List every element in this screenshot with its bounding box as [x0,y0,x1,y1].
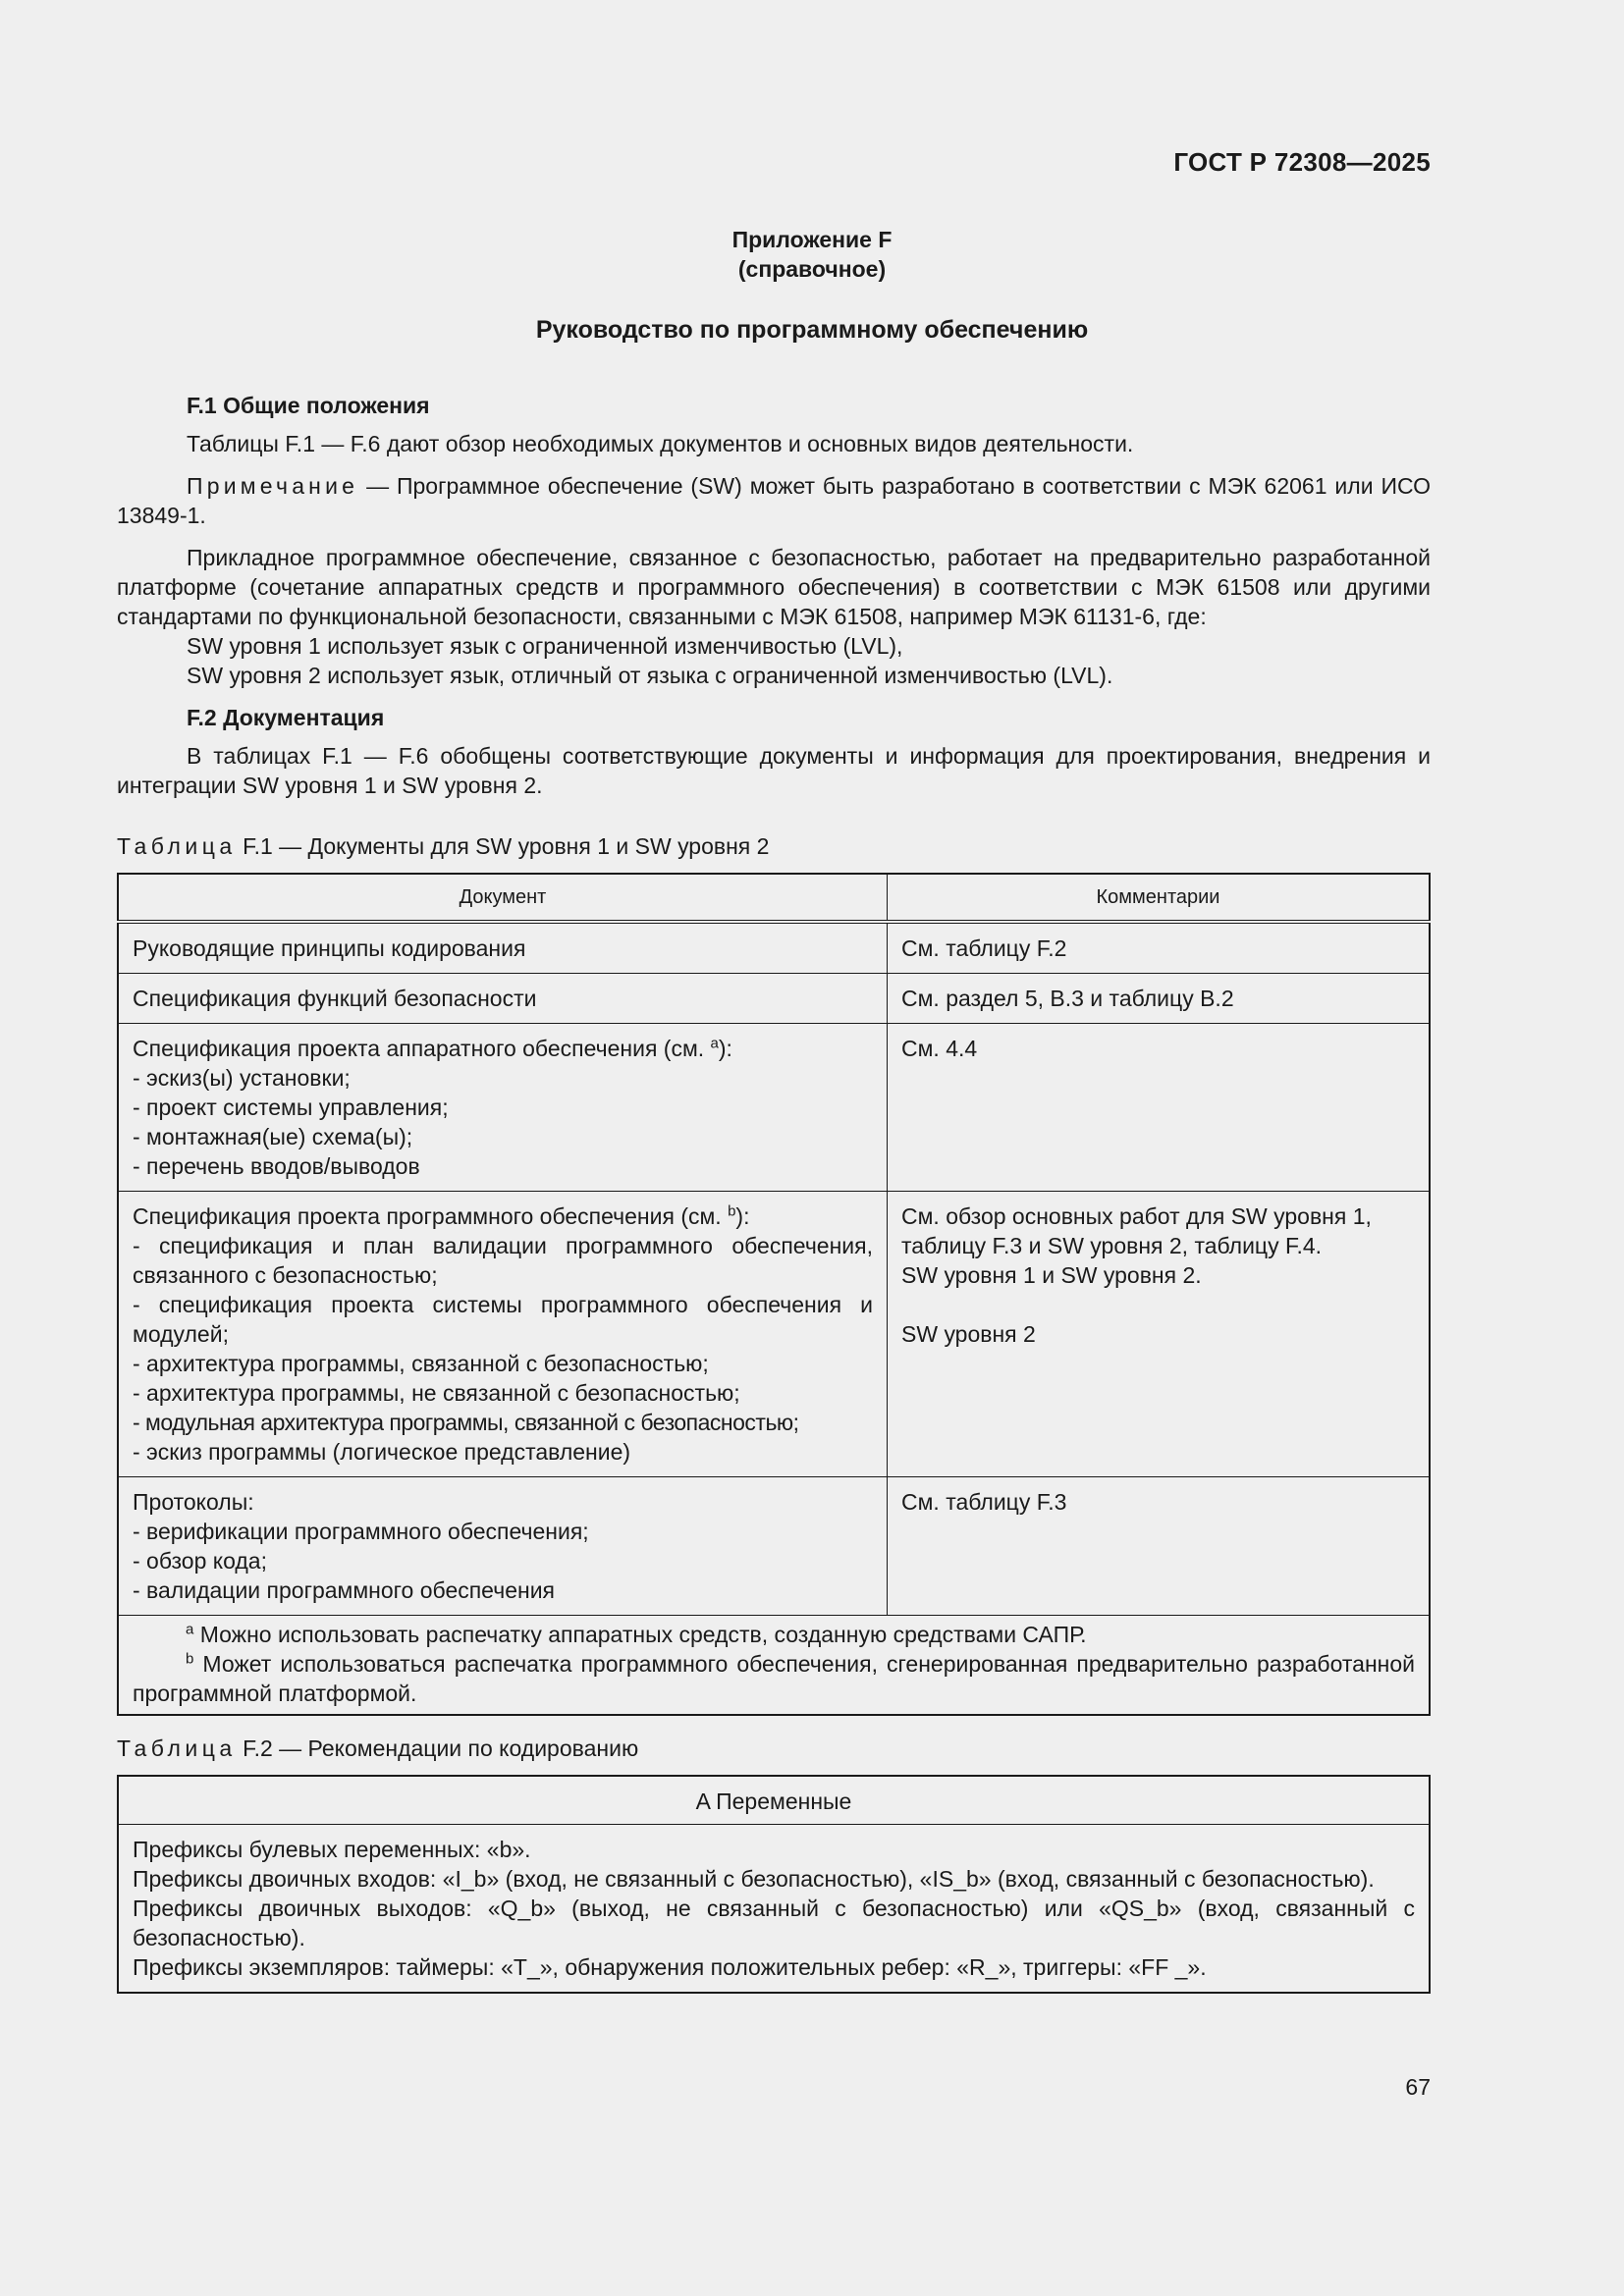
column-header-document: Документ [118,874,888,922]
table-caption [117,831,1431,861]
table-row [118,1477,1430,1616]
paragraph: Таблицы F.1 — F.6 дают обзор необходимых документов и основных видов деятельности. [187,431,1134,456]
table-header-row [118,874,1430,922]
note-text: — Программное обеспечение (SW) может быть разработано в соответствии с МЭК 62061 или ИСО 13849-1. [117,473,1431,528]
table-cell [118,1477,888,1616]
cell-line: - эскиз программы (логическое представление) [133,1439,631,1465]
table-cell [888,1192,1431,1477]
footnote-a: $^a$ Можно использовать распечатку аппаратных средств, созданную средствами САПР. [186,1621,1087,1647]
table-caption [117,1734,1431,1763]
section-heading-f1: F.1 Общие положения [187,393,430,418]
cell-line: См. обзор основных работ для SW уровня 1, таблицу F.3 и SW уровня 2, таблицу F.4. [901,1203,1372,1258]
footnote-mark: a [186,1621,194,1638]
table-caption-label: Таблица [117,833,237,859]
table-header-row [118,1776,1430,1825]
table-row [118,922,1430,974]
cell-line: Префиксы экземпляров: таймеры: «T_», обнаружения положительных ребер: «R_», триггеры: «FF _». [133,1954,1207,1980]
cell-line: SW уровня 1 и SW уровня 2. [901,1262,1202,1288]
cell-line: - архитектура программы, не связанной с безопасностью; [133,1380,740,1406]
table-cell: См. таблицу F.2 [888,922,1431,974]
paragraph: Прикладное программное обеспечение, связанное с безопасностью, работает на предварительно разработанной платформе (сочетание аппаратных средств и программного обеспечения) в соответствии с МЭК 61508 или другими стандартами по функциональной безопасности, связанными с МЭК 61508, например МЭК 61131-6, где: [117,545,1431,629]
table-row [118,974,1430,1024]
cell-line: Префиксы двоичных выходов: «Q_b» (выход, не связанный с безопасностью) или «QS_b» (вход, связанный с безопасностью). [133,1896,1415,1950]
document-body [117,391,1431,1994]
table-row [118,1024,1430,1192]
cell-line: SW уровня 2 [901,1321,1036,1347]
table-cell: См. таблицу F.3 [888,1477,1431,1616]
cell-line: - проект системы управления; [133,1095,449,1120]
cell-line: - монтажная(ые) схема(ы); [133,1124,413,1149]
table-row [118,1825,1430,1994]
page-number: 67 [1405,2074,1431,2100]
cell-line: - перечень вводов/выводов [133,1153,420,1179]
list-line: SW уровня 2 использует язык, отличный от языка с ограниченной изменчивостью (LVL). [187,663,1113,688]
table-cell [118,1192,888,1477]
table-row [118,1192,1430,1477]
annex-subtitle: (справочное) [737,256,887,282]
annex-heading [0,225,1624,284]
table-cell: Руководящие принципы кодирования [118,922,888,974]
table-cell: См. раздел 5, B.3 и таблицу B.2 [888,974,1431,1024]
table-caption-text: F.2 — Рекомендации по кодированию [236,1735,639,1761]
list-line: SW уровня 1 использует язык с ограниченной изменчивостью (LVL), [187,633,903,659]
cell-line: - обзор кода; [133,1548,267,1574]
page-title: Руководство по программному обеспечению [535,316,1089,344]
table-cell: Спецификация функций безопасности [118,974,888,1024]
note-paragraph [117,471,1431,530]
cell-line: Спецификация проекта программного обеспечения (см. $^b$): [133,1202,750,1229]
footnote-mark: b [186,1650,194,1668]
annex-title: Приложение F [731,227,893,252]
footnote-b: $^b$ Может использоваться распечатка программного обеспечения, сгенерированная предварительно разработанной программной платформой. [133,1650,1415,1706]
column-header-comments: Комментарии [888,874,1431,922]
cell-line: Протоколы: [133,1489,254,1515]
cell-line: - архитектура программы, связанной с безопасностью; [133,1351,709,1376]
table-footnotes-row [118,1616,1430,1716]
cell-line: - спецификация и план валидации программного обеспечения, связанного с безопасностью; [133,1233,873,1288]
paragraph: В таблицах F.1 — F.6 обобщены соответствующие документы и информация для проектирования, внедрения и интеграции SW уровня 1 и SW уровня 2. [117,743,1431,798]
cell-line: Префиксы двоичных входов: «I_b» (вход, не связанный с безопасностью), «IS_b» (вход, связанный с безопасностью). [133,1866,1375,1892]
standard-code: ГОСТ Р 72308—2025 [1173,147,1431,177]
footnote-ref: b [728,1202,736,1220]
cell-line: - валидации программного обеспечения [133,1577,555,1603]
documents-table [117,873,1431,1716]
coding-recommendations-table [117,1775,1431,1994]
cell-line: - верификации программного обеспечения; [133,1519,589,1544]
table-cell: См. 4.4 [888,1024,1431,1192]
cell-line: - модульная архитектура программы, связанной с безопасностью; [133,1410,799,1435]
cell-line: - эскиз(ы) установки; [133,1065,351,1091]
table-footnotes [118,1616,1430,1716]
table-cell [118,1825,1430,1994]
footnote-ref: a [710,1035,719,1052]
cell-line: Спецификация проекта аппаратного обеспечения (см. $^a$): [133,1035,732,1061]
note-label: Примечание [187,473,359,499]
table-caption-text: F.1 — Документы для SW уровня 1 и SW уровня 2 [236,833,770,859]
table-caption-label: Таблица [117,1735,237,1761]
section-heading-f2: F.2 Документация [187,705,385,730]
column-header-variables: A Переменные [118,1776,1430,1825]
cell-line: - спецификация проекта системы программного обеспечения и модулей; [133,1292,873,1347]
table-cell [118,1024,888,1192]
cell-line: Префиксы булевых переменных: «b». [133,1837,531,1862]
